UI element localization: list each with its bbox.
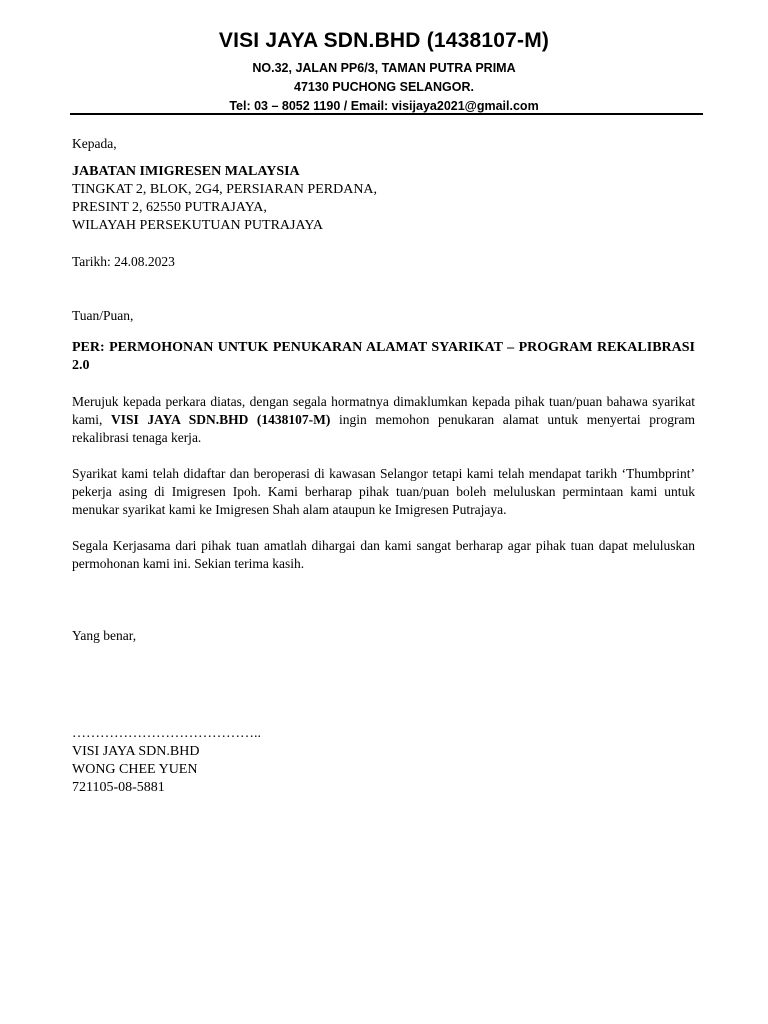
- signatory-id: 721105-08-5881: [72, 780, 165, 795]
- company-address-line-1: NO.32, JALAN PP6/3, TAMAN PUTRA PRIMA: [252, 61, 516, 75]
- signature-line: …………………………………..: [72, 726, 261, 741]
- letterhead-divider: [70, 113, 703, 115]
- letter-body: [72, 135, 695, 797]
- body-paragraph-2: Syarikat kami telah didaftar dan beroperasi di kawasan Selangor tetapi kami telah mendapat tarikh ‘Thumbprint’ pekerja asing di Imigresen Ipoh. Kami berharap pihak tuan/puan boleh meluluskan permintaan kami untuk menukar syarikat kami ke Imigresen Shah alam ataupun ke Imigresen Putrajaya.: [72, 466, 695, 517]
- signatory-name: WONG CHEE YUEN: [72, 762, 198, 777]
- company-title: VISI JAYA SDN.BHD (1438107-M): [218, 29, 550, 52]
- body-paragraph-1: [72, 393, 695, 447]
- company-address-line-2: 47130 PUCHONG SELANGOR.: [294, 80, 474, 94]
- signatory-company: VISI JAYA SDN.BHD: [72, 744, 200, 759]
- letterhead: [0, 28, 768, 116]
- recipient-greeting: Kepada,: [72, 136, 117, 151]
- recipient-address-line: TINGKAT 2, BLOK, 2G4, PERSIARAN PERDANA,: [72, 182, 378, 197]
- recipient-name: JABATAN IMIGRESEN MALAYSIA: [72, 164, 300, 179]
- recipient-address-line: PRESINT 2, 62550 PUTRAJAYA,: [72, 200, 267, 215]
- company-reference: VISI JAYA SDN.BHD (1438107-M): [110, 412, 331, 427]
- closing: Yang benar,: [72, 628, 137, 643]
- letter-date: Tarikh: 24.08.2023: [72, 254, 175, 269]
- letter-subject: PER: PERMOHONAN UNTUK PENUKARAN ALAMAT SYARIKAT – PROGRAM REKALIBRASI 2.0: [72, 340, 695, 373]
- paragraph-text: ingin memohon penukaran alamat untuk menyertai program rekalibrasi tenaga kerja.: [72, 412, 696, 445]
- signature-block: [72, 725, 695, 797]
- company-contact-line: Tel: 03 – 8052 1190 / Email: visijaya2021@gmail.com: [229, 99, 539, 113]
- body-paragraph-3: Segala Kerjasama dari pihak tuan amatlah dihargai dan kami sangat berharap agar pihak tuan dapat meluluskan permohonan kami ini. Sekian terima kasih.: [72, 538, 695, 571]
- recipient-address-line: WILAYAH PERSEKUTUAN PUTRAJAYA: [72, 218, 323, 233]
- recipient-block: [72, 163, 695, 235]
- salutation: Tuan/Puan,: [72, 308, 134, 323]
- paragraph-text: Merujuk kepada perkara diatas, dengan segala hormatnya dimaklumkan kepada pihak tuan/puan bahawa syarikat kami,: [72, 394, 695, 427]
